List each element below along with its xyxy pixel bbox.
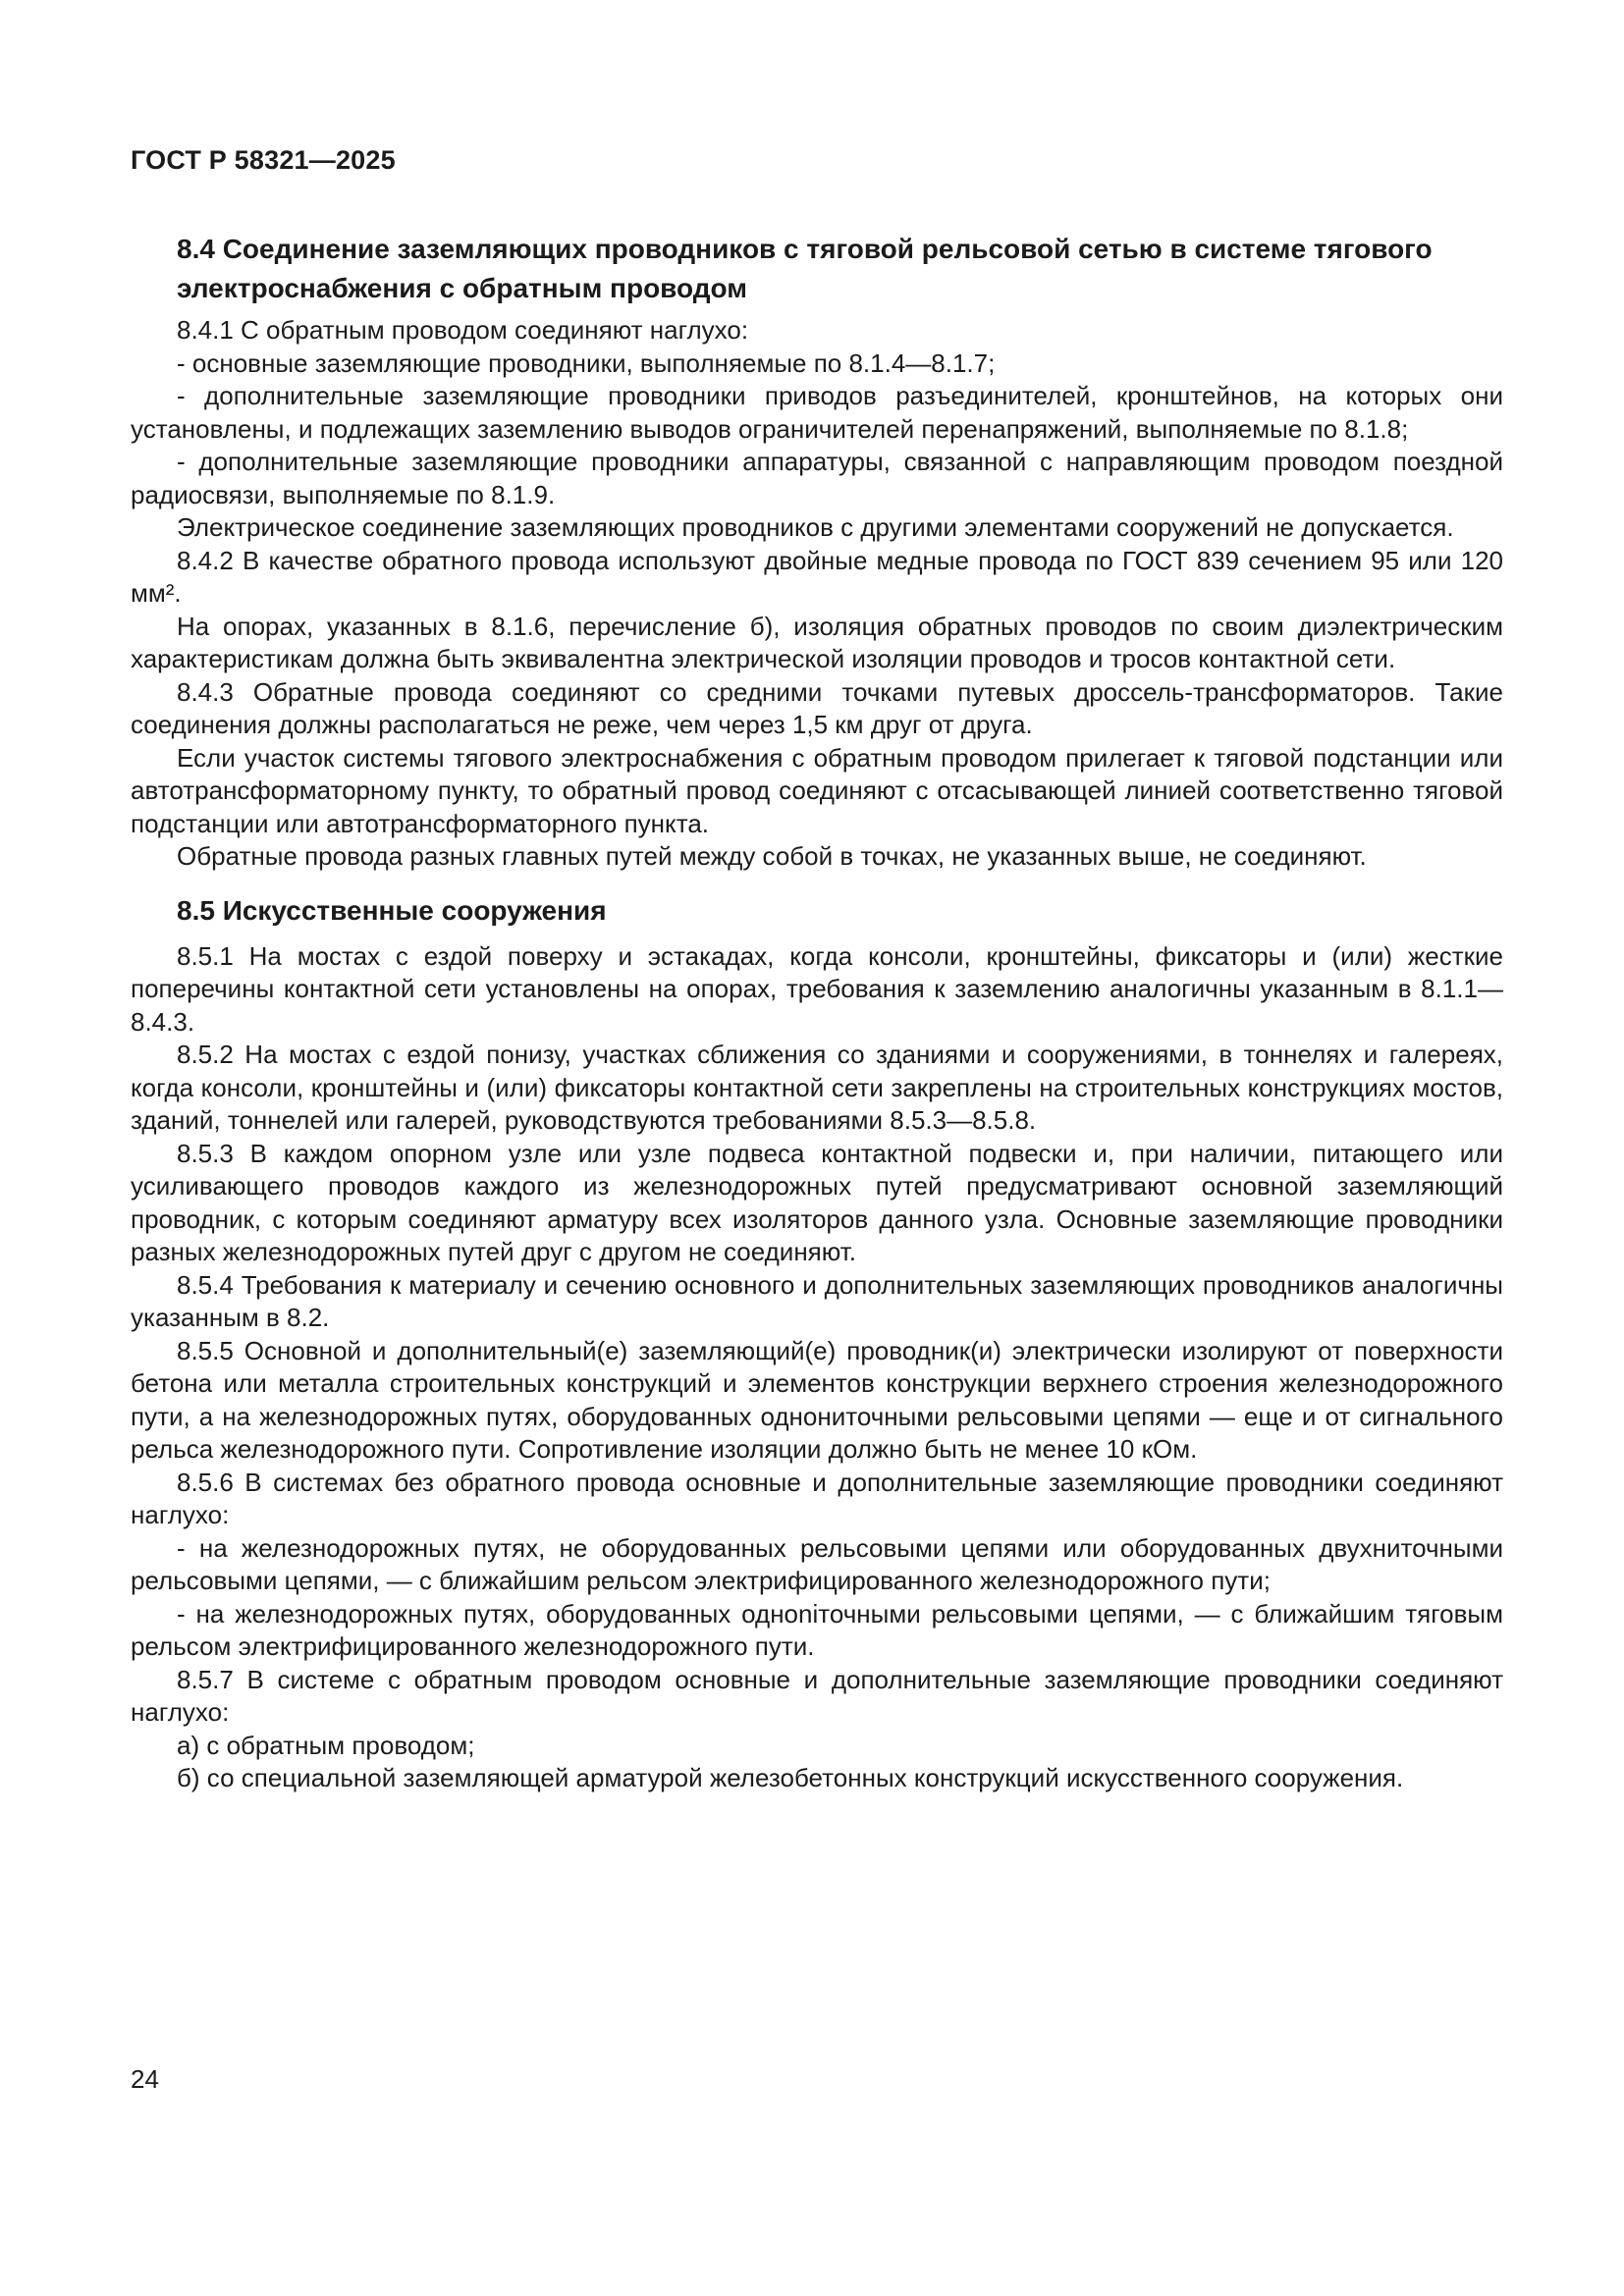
- list-item-tracks-without-circuits: - на железнодорожных путях, не оборудованных рельсовыми цепями или оборудованных двухниточными рельсовыми цепями, — с ближайшим рельсом электрифицированного железнодорожного пути;: [131, 1532, 1503, 1595]
- list-item-additional-conductors-radio: - дополнительные заземляющие проводники аппаратуры, связанной с направляющим проводом поездной радиосвязи, выполняемые по 8.1.9.: [131, 447, 1503, 509]
- list-item-main-conductors: - основные заземляющие проводники, выполняемые по 8.1.4—8.1.7;: [177, 347, 996, 378]
- paragraph-8-5-2: 8.5.2 На мостах с ездой понизу, участках сближения со зданиями и сооружениями, в тоннелях и галереях, когда консоли, кронштейны и (или) фиксаторы контактной сети закреплены на строительных конструкциях мостов, зданий, тоннелей или галерей, руководствуются требованиями 8.5.3—8.5.8.: [131, 1040, 1503, 1135]
- section-heading-8-4: 8.4 Соединение заземляющих проводников с тяговой рельсовой сетью в системе тягового электроснабжения с обратным проводом: [177, 234, 1433, 303]
- standard-number: ГОСТ Р 58321—2025: [131, 145, 396, 175]
- paragraph-8-4-2: 8.4.2 В качестве обратного провода используют двойные медные провода по ГОСТ 839 сечением 95 или 120 мм².: [131, 545, 1503, 608]
- paragraph-supports-insulation: На опорах, указанных в 8.1.6, перечисление б), изоляция обратных проводов по своим диэлектрическим характеристикам должна быть эквивалентна электрической изоляции проводов и тросов контактной сети.: [131, 611, 1503, 673]
- list-item-additional-conductors-drives: - дополнительные заземляющие проводники приводов разъединителей, кронштейнов, на которых они установлены, и подлежащих заземлению выводов ограничителей перенапряжений, выполняемые по 8.1.8;: [131, 381, 1503, 444]
- list-item-b-grounding-fittings: б) со специальной заземляющей арматурой железобетонных конструкций искусственного сооружения.: [177, 1763, 1404, 1792]
- list-item-a-return-wire: а) с обратным проводом;: [177, 1730, 475, 1760]
- paragraph-8-4-3: 8.4.3 Обратные провода соединяют со средними точками путевых дроссель-трансформаторов. Такие соединения должны располагаться не реже, чем через 1,5 км друг от друга.: [131, 676, 1503, 739]
- paragraph-8-5-5: 8.5.5 Основной и дополнительный(е) заземляющий(е) проводник(и) электрически изолируют от поверхности бетона или металла строительных конструкций и элементов конструкции верхнего строения железнодорожного пути, а на железнодорожных путях, оборудованных однониточными рельсовыми цепями — еще и от сигнального рельса железнодорожного пути. Сопротивление изоляции должно быть не менее 10 кОм.: [131, 1335, 1503, 1464]
- page-number: 24: [131, 2064, 159, 2094]
- paragraph-8-5-1: 8.5.1 На мостах с ездой поверху и эстакадах, когда консоли, кронштейны, фиксаторы и (или) жесткие поперечины контактной сети установлены на опорах, требования к заземлению аналогичны указанным в 8.1.1—8.4.3.: [131, 940, 1503, 1037]
- paragraph-return-wires: Обратные провода разных главных путей между собой в точках, не указанных выше, не соединяют.: [177, 841, 1367, 871]
- paragraph-electrical-connection: Электрическое соединение заземляющих проводников с другими элементами сооружений не допускается.: [177, 512, 1454, 542]
- paragraph-8-5-4: 8.5.4 Требования к материалу и сечению основного и дополнительных заземляющих проводников аналогичны указанным в 8.2.: [131, 1269, 1503, 1332]
- paragraph-substation-connection: Если участок системы тягового электроснабжения с обратным проводом прилегает к тяговой подстанции или автотрансформаторному пункту, то обратный провод соединяют с отсасывающей линией соответственно тяговой подстанции или автотрансформаторного пункта.: [131, 742, 1503, 838]
- list-item-tracks-single-rail-circuits: - на железнодорожных путях, оборудованных одноniточными рельсовыми цепями, — с ближайшим тяговым рельсом электрифицированного железнодорожного пути.: [131, 1598, 1503, 1661]
- paragraph-8-5-3: 8.5.3 В каждом опорном узле или узле подвеса контактной подвески и, при наличии, питающего или усиливающего проводов каждого из железнодорожных путей предусматривают основной заземляющий проводник, с которым соединяют арматуру всех изоляторов данного узла. Основные заземляющие проводники разных железнодорожных путей друг с другом не соединяют.: [131, 1138, 1503, 1266]
- paragraph-8-4-1: 8.4.1 С обратным проводом соединяют наглухо:: [177, 315, 749, 345]
- paragraph-8-5-7: 8.5.7 В системе с обратным проводом основные и дополнительные заземляющие проводники соединяют наглухо:: [131, 1664, 1503, 1727]
- section-heading-8-5: 8.5 Искусственные сооружения: [177, 894, 607, 926]
- paragraph-8-5-6: 8.5.6 В системах без обратного провода основные и дополнительные заземляющие проводники соединяют наглухо:: [131, 1467, 1503, 1529]
